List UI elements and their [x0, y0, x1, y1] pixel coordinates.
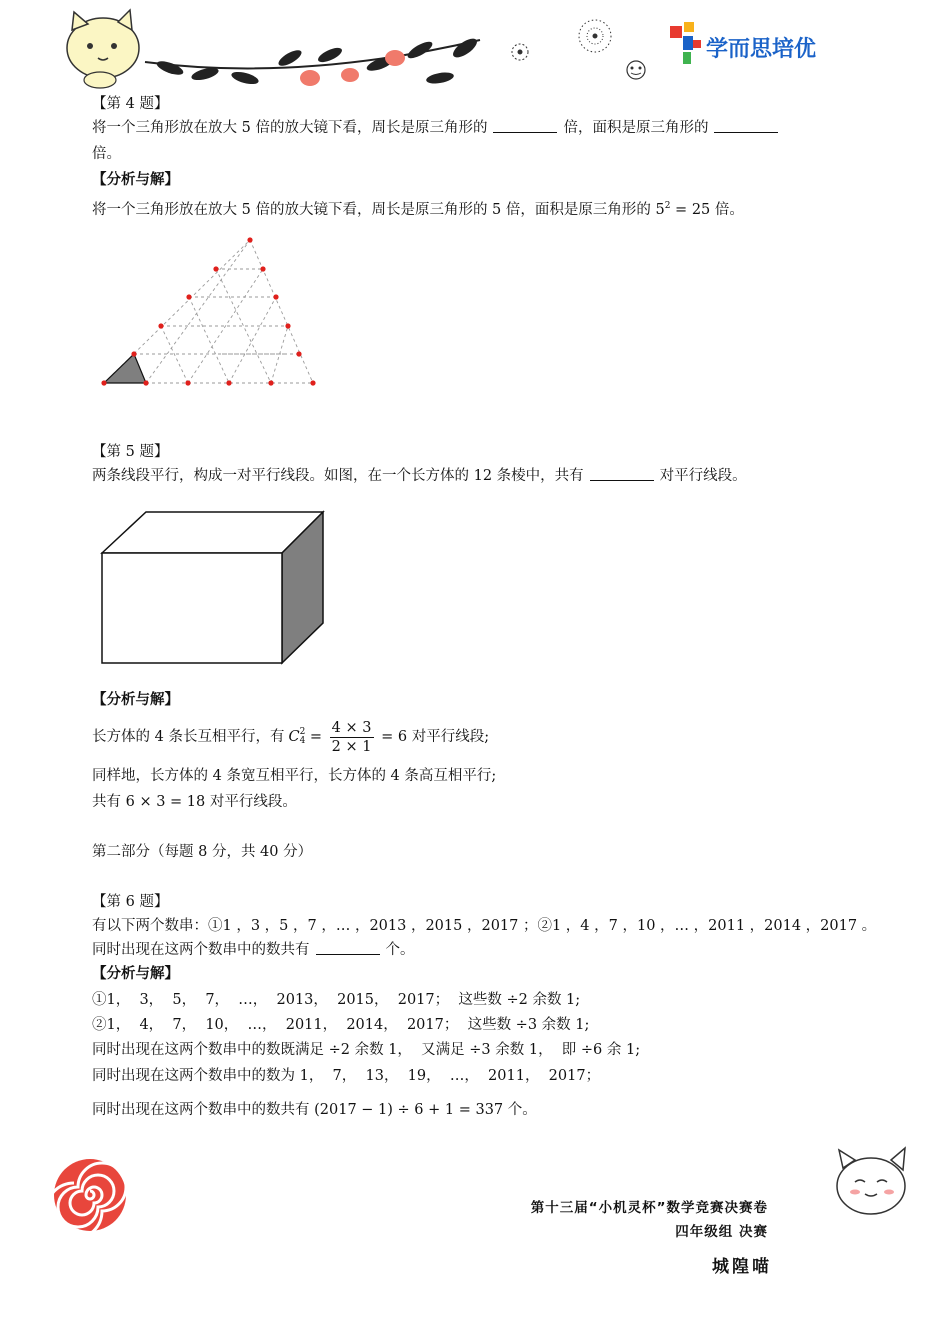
- red-spiral-icon: [50, 1155, 130, 1235]
- small-triangle: [104, 354, 146, 383]
- q6-analysis-line3: 同时出现在这两个数串中的数既满足 ÷2 余数 1， 又满足 ÷3 余数 1， 即 ÷6 余 1;: [92, 1042, 641, 1058]
- brand-logo-icon: [670, 22, 701, 64]
- q4-text-c: 倍。: [92, 146, 121, 162]
- q5-combination-sub: 4: [299, 736, 306, 746]
- q4-answer-blank-1[interactable]: [493, 118, 557, 133]
- q4-answer-a: 将一个三角形放在放大 5 倍的放大镜下看，周长是原三角形的 5 倍，面积是原三角形的 5: [92, 201, 665, 218]
- footer-subtitle: 四年级组 决赛: [675, 1224, 768, 1240]
- cartoon-cat-bottom-icon: [825, 1142, 920, 1222]
- q4-text-b: 倍，面积是原三角形的: [563, 120, 709, 136]
- q5-line1-eq: =: [305, 729, 327, 745]
- flower-icon: [512, 44, 528, 60]
- q6-analysis-line2: ②1， 4， 7， 10， …， 2011， 2014， 2017； 这些数 ÷3 余数 1;: [92, 1017, 590, 1033]
- q4-answer-b: = 25 倍。: [670, 201, 744, 218]
- q4-text-a: 将一个三角形放在放大 5 倍的放大镜下看，周长是原三角形的: [92, 120, 488, 136]
- q4-question-line1: [92, 118, 784, 138]
- q5-text-a: 两条线段平行，构成一对平行线段。如图，在一个长方体的 12 条棱中，共有: [92, 468, 584, 484]
- q4-answer: [92, 196, 744, 220]
- q5-combination-sup: 2: [299, 727, 306, 737]
- q6-analysis-label: 【分析与解】: [92, 965, 179, 982]
- cuboid-front-face: [102, 553, 282, 663]
- q6-text2-a: 同时出现在这两个数串中的数共有: [92, 942, 310, 958]
- q6-question-line2: [92, 940, 415, 960]
- footer-title: 第十三届“小机灵杯”数学竞赛决赛卷: [530, 1200, 768, 1216]
- cartoon-cat-icon: [67, 10, 139, 88]
- q5-analysis-label: 【分析与解】: [92, 691, 179, 708]
- q6-text2-b: 个。: [385, 942, 415, 958]
- footer-author: 城隍喵: [712, 1257, 772, 1277]
- q5-analysis-line2: 同样地，长方体的 4 条宽互相平行，长方体的 4 条高互相平行;: [92, 768, 497, 784]
- q5-label: 【第 5 题】: [92, 444, 169, 460]
- q5-analysis-line1: [92, 716, 489, 758]
- q5-combination-symbol: C: [288, 729, 300, 745]
- brand-name: 学而思培优: [706, 37, 817, 62]
- triangle-grid-figure: [96, 230, 326, 395]
- header-decoration: [0, 0, 950, 95]
- q5-question: [92, 466, 747, 486]
- triangle-grid-lines: [134, 240, 313, 383]
- q4-answer-blank-2[interactable]: [714, 118, 778, 133]
- q5-text-b: 对平行线段。: [659, 468, 747, 484]
- q6-analysis-line5: 同时出现在这两个数串中的数共有 (2017 − 1) ÷ 6 + 1 = 337 个。: [92, 1102, 537, 1118]
- q4-analysis-label: 【分析与解】: [92, 171, 179, 188]
- q5-line1-a: 长方体的 4 条长互相平行，有: [92, 729, 285, 745]
- q5-line1-b: = 6 对平行线段;: [376, 729, 490, 745]
- q6-label: 【第 6 题】: [92, 894, 169, 910]
- q5-answer-blank[interactable]: [590, 466, 654, 481]
- q4-label: 【第 4 题】: [92, 96, 169, 112]
- q6-analysis-line4: 同时出现在这两个数串中的数为 1， 7， 13， 19， …， 2011， 2017；: [92, 1068, 601, 1084]
- q5-analysis-line3: 共有 6 × 3 = 18 对平行线段。: [92, 794, 297, 810]
- cuboid-figure: [98, 508, 328, 668]
- q5-fraction: [330, 719, 374, 756]
- q6-question-line1: 有以下两个数串：①1 ，3 ，5 ，7 ，… ，2013 ，2015 ，2017 ；②1 ，4 ，7 ，10 ，… ，2011 ，2014 ，2017 。: [92, 918, 877, 934]
- q4-answer-sup: 2: [664, 201, 671, 211]
- smiley-icon: [627, 61, 645, 79]
- q6-analysis-line1: ①1， 3， 5， 7， …， 2013， 2015， 2017； 这些数 ÷2 余数 1;: [92, 992, 581, 1008]
- q6-answer-blank[interactable]: [316, 940, 380, 955]
- dandelion-icon: [579, 20, 611, 52]
- part2-title: 第二部分（每题 8 分，共 40 分）: [92, 844, 313, 860]
- q5-fraction-numerator: 4 × 3: [331, 719, 372, 736]
- q5-fraction-denominator: 2 × 1: [331, 738, 372, 755]
